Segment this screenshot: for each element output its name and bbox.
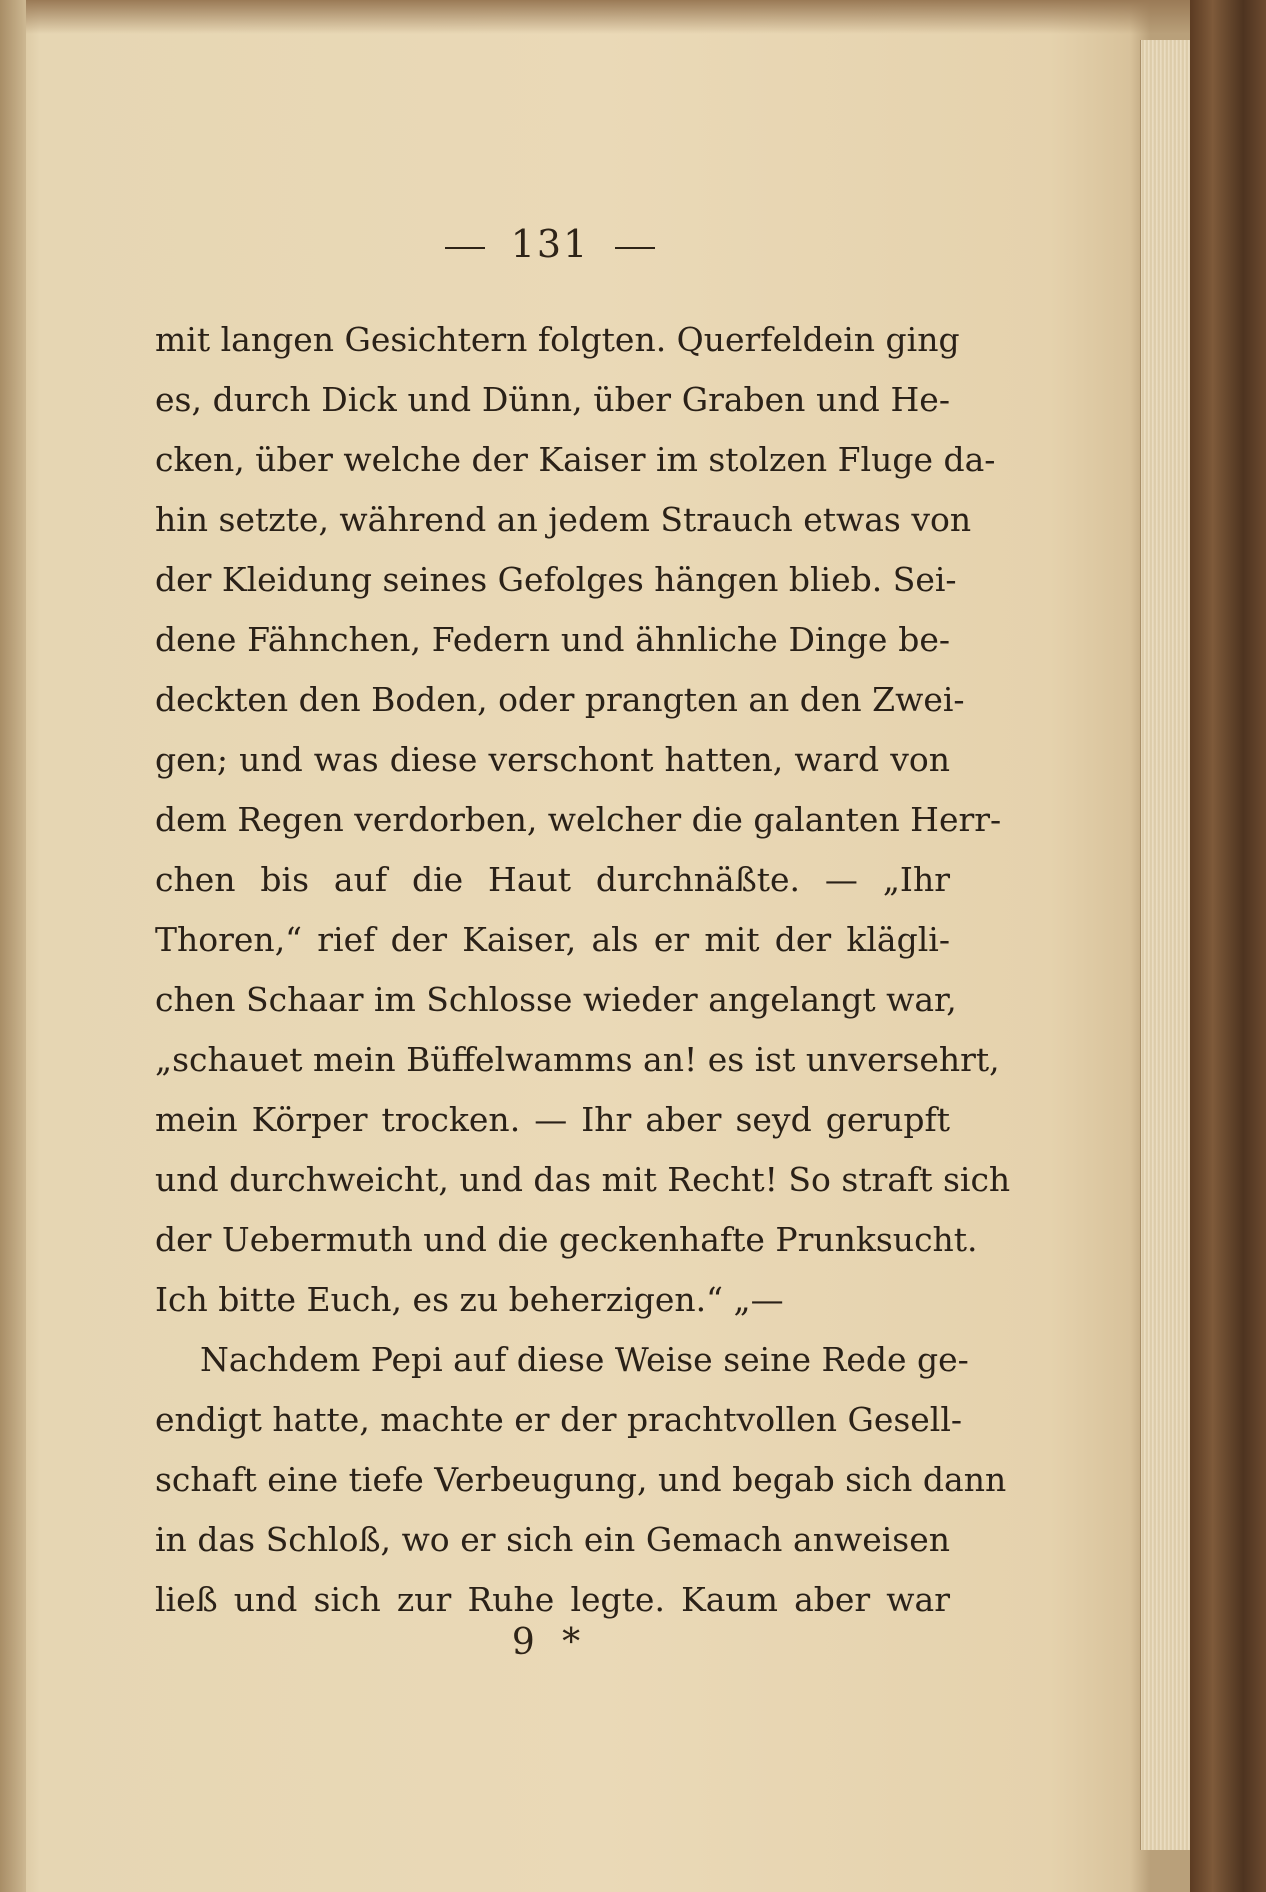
page-edges <box>1140 40 1191 1850</box>
text-line: cken, über welche der Kaiser im stolzen Fluge da- <box>155 440 996 479</box>
text-line: ließ und sich zur Ruhe legte. Kaum aber war <box>155 1580 950 1619</box>
text-line: gen; und was diese verschont hatten, ward von <box>155 740 950 779</box>
text-line: chen Schaar im Schlosse wieder angelangt war, <box>155 980 957 1019</box>
header-dash-right <box>615 247 655 249</box>
text-line: der Kleidung seines Gefolges hängen blieb. Sei- <box>155 560 957 599</box>
text-line: „schauet mein Büffelwamms an! es ist unversehrt, <box>155 1040 1000 1079</box>
header-dash-left <box>445 247 485 249</box>
page-number: 131 <box>510 222 590 266</box>
text-line: Thoren,“ rief der Kaiser, als er mit der klägli- <box>155 920 950 959</box>
text-line: hin setzte, während an jedem Strauch etwas von <box>155 500 972 539</box>
text-line: in das Schloß, wo er sich ein Gemach anweisen <box>155 1520 950 1559</box>
signature-mark: 9 * <box>511 1622 589 1663</box>
text-line: es, durch Dick und Dünn, über Graben und He- <box>155 380 950 419</box>
page-header <box>150 222 950 272</box>
body-text <box>155 310 1011 1630</box>
text-line: chen bis auf die Haut durchnäßte. — „Ihr <box>155 860 950 899</box>
text-line: mit langen Gesichtern folgten. Querfeldein ging <box>155 320 960 359</box>
paragraph-first-line: Nachdem Pepi auf diese Weise seine Rede ge- <box>200 1340 969 1379</box>
book-cover <box>1190 0 1266 1892</box>
gutter-edge <box>0 0 26 1892</box>
text-line: mein Körper trocken. — Ihr aber seyd gerupft <box>155 1100 950 1139</box>
text-line: der Uebermuth und die geckenhafte Prunksucht. <box>155 1220 978 1259</box>
text-line: Ich bitte Euch, es zu beherzigen.“ „— <box>155 1280 784 1319</box>
text-line: deckten den Boden, oder prangten an den Zwei- <box>155 680 965 719</box>
book-top-shadow <box>0 0 1266 34</box>
text-line: dem Regen verdorben, welcher die galanten Herr- <box>155 800 1002 839</box>
text-line: schaft eine tiefe Verbeugung, und begab sich dann <box>155 1460 1007 1499</box>
text-line: und durchweicht, und das mit Recht! So straft sich <box>155 1160 1011 1199</box>
text-line: endigt hatte, machte er der prachtvollen Gesell- <box>155 1400 963 1439</box>
text-line: dene Fähnchen, Federn und ähnliche Dinge be- <box>155 620 950 659</box>
